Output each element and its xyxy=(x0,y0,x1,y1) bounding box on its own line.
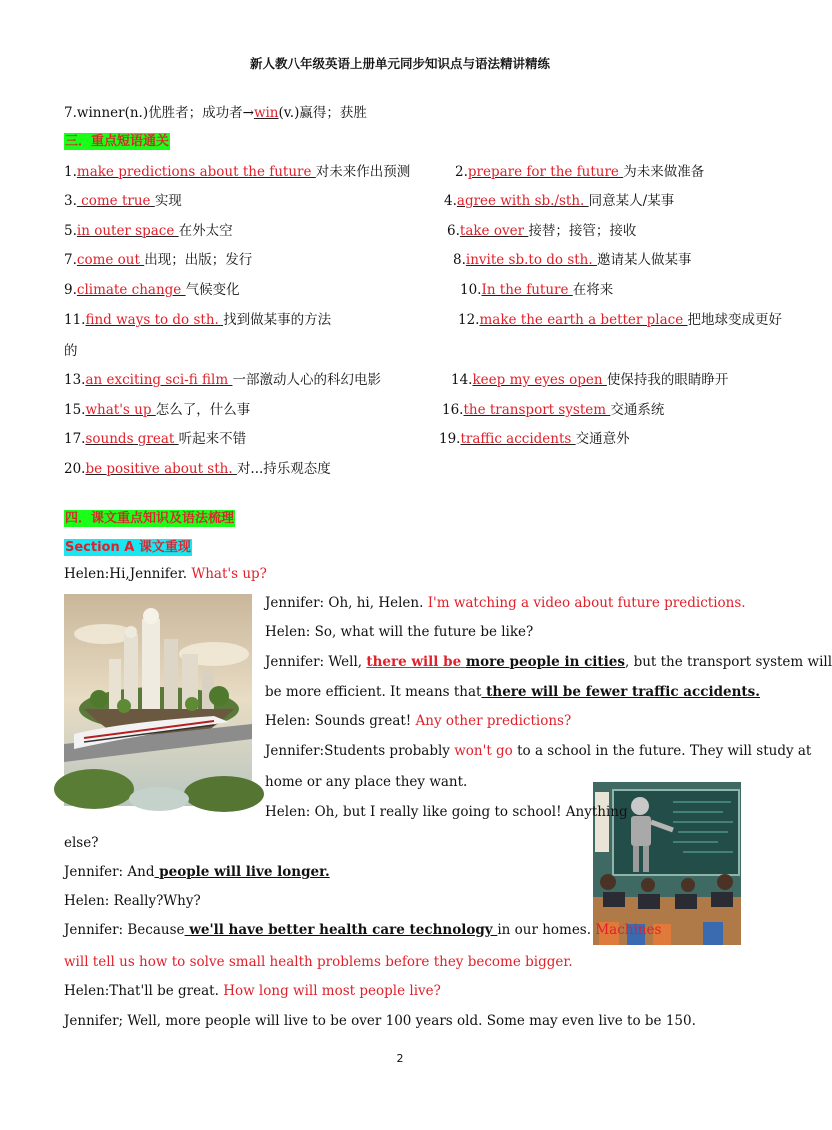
dialogue-line-10: else? xyxy=(64,835,99,851)
subsection-heading: Section A 课文重现 xyxy=(65,540,191,555)
phrase-14: 14.keep my eyes open 使保持我的眼睛睁开 xyxy=(451,372,729,388)
page-header: 新人教八年级英语上册单元同步知识点与语法精讲精练 xyxy=(249,56,550,71)
phrase-12: 12.make the earth a better place 把地球变成更好 xyxy=(458,312,783,328)
dialogue-line-5: be more efficient. It means that there will be fewer traffic accidents. xyxy=(265,684,760,700)
phrase-11: 11.find ways to do sth. 找到做某事的方法 xyxy=(64,312,332,328)
phrase-8: 8.invite sb.to do sth. 邀请某人做某事 xyxy=(453,252,692,268)
item-text: (v.)赢得；获胜 xyxy=(278,105,367,121)
dialogue-line-3: Helen: So, what will the future be like? xyxy=(265,624,534,640)
vocab-item-7 xyxy=(64,101,367,121)
dialogue-line-11: Jennifer: And people will live longer. xyxy=(64,864,330,880)
dialogue-line-9: Helen: Oh, but I really like going to school! Anything xyxy=(265,804,628,820)
phrase-13: 13.an exciting sci-fi film 一部激动人心的科幻电影 xyxy=(64,372,381,388)
dialogue-line-16: Jennifer; Well, more people will live to be over 100 years old. Some may even live to be 150. xyxy=(64,1013,696,1029)
phrase-16: 16.the transport system 交通系统 xyxy=(442,402,665,418)
page-number: 2 xyxy=(396,1052,404,1065)
phrase-7: 7.come out 出现；出版；发行 xyxy=(64,252,253,268)
phrase-4: 4.agree with sb./sth. 同意某人/某事 xyxy=(444,193,675,209)
phrase-19: 19.traffic accidents 交通意外 xyxy=(439,431,630,447)
dialogue-line-14: will tell us how to solve small health problems before they become bigger. xyxy=(64,954,573,970)
section-a-subtitle xyxy=(64,536,192,555)
dialogue-line-6: Helen: Sounds great! Any other predictions? xyxy=(265,713,572,729)
dialogue-line-13: Jennifer: Because we'll have better health care technology in our homes. Machines xyxy=(64,922,662,938)
section-4-title xyxy=(64,507,235,526)
phrase-2: 2.prepare for the future 为未来做准备 xyxy=(455,164,705,180)
phrase-17: 17.sounds great 听起来不错 xyxy=(64,431,247,447)
phrase-5: 5.in outer space 在外太空 xyxy=(64,223,233,239)
dialogue-line-2: Jennifer: Oh, hi, Helen. I'm watching a video about future predictions. xyxy=(265,595,746,611)
item-text: winner(n.)优胜者；成功者→ xyxy=(76,105,254,121)
phrase-6: 6.take over 接替；接管；接收 xyxy=(447,223,637,239)
dialogue-line-15: Helen:That'll be great. How long will most people live? xyxy=(64,983,441,999)
dialogue-line-8: home or any place they want. xyxy=(265,774,468,790)
answer-word: win xyxy=(253,105,279,121)
phrase-1: 1.make predictions about the future 对未来作出预测 xyxy=(64,164,411,180)
phrase-12-continued: 的 xyxy=(64,343,78,359)
section-3-title xyxy=(64,130,170,149)
phrase-20: 20.be positive about sth. 对...持乐观态度 xyxy=(64,461,331,477)
phrase-9: 9.climate change 气候变化 xyxy=(64,282,240,298)
dialogue-line-1: Helen:Hi,Jennifer. What's up? xyxy=(64,566,267,582)
section-heading: 三．重点短语通关 xyxy=(65,134,170,149)
dialogue-line-12: Helen: Really?Why? xyxy=(64,893,201,909)
dialogue-line-4: Jennifer: Well, there will be more people in cities, but the transport system will xyxy=(265,654,832,670)
future-city-illustration xyxy=(64,594,252,806)
item-number: 7. xyxy=(64,105,77,121)
phrase-15: 15.what's up 怎么了，什么事 xyxy=(64,402,251,418)
future-city-image xyxy=(64,594,252,806)
dialogue-line-7: Jennifer:Students probably won't go to a school in the future. They will study at xyxy=(265,743,812,759)
section-heading: 四．课文重点知识及语法梳理 xyxy=(65,511,235,526)
phrase-10: 10.In the future 在将来 xyxy=(460,282,614,298)
phrase-3: 3. come true 实现 xyxy=(64,193,182,209)
